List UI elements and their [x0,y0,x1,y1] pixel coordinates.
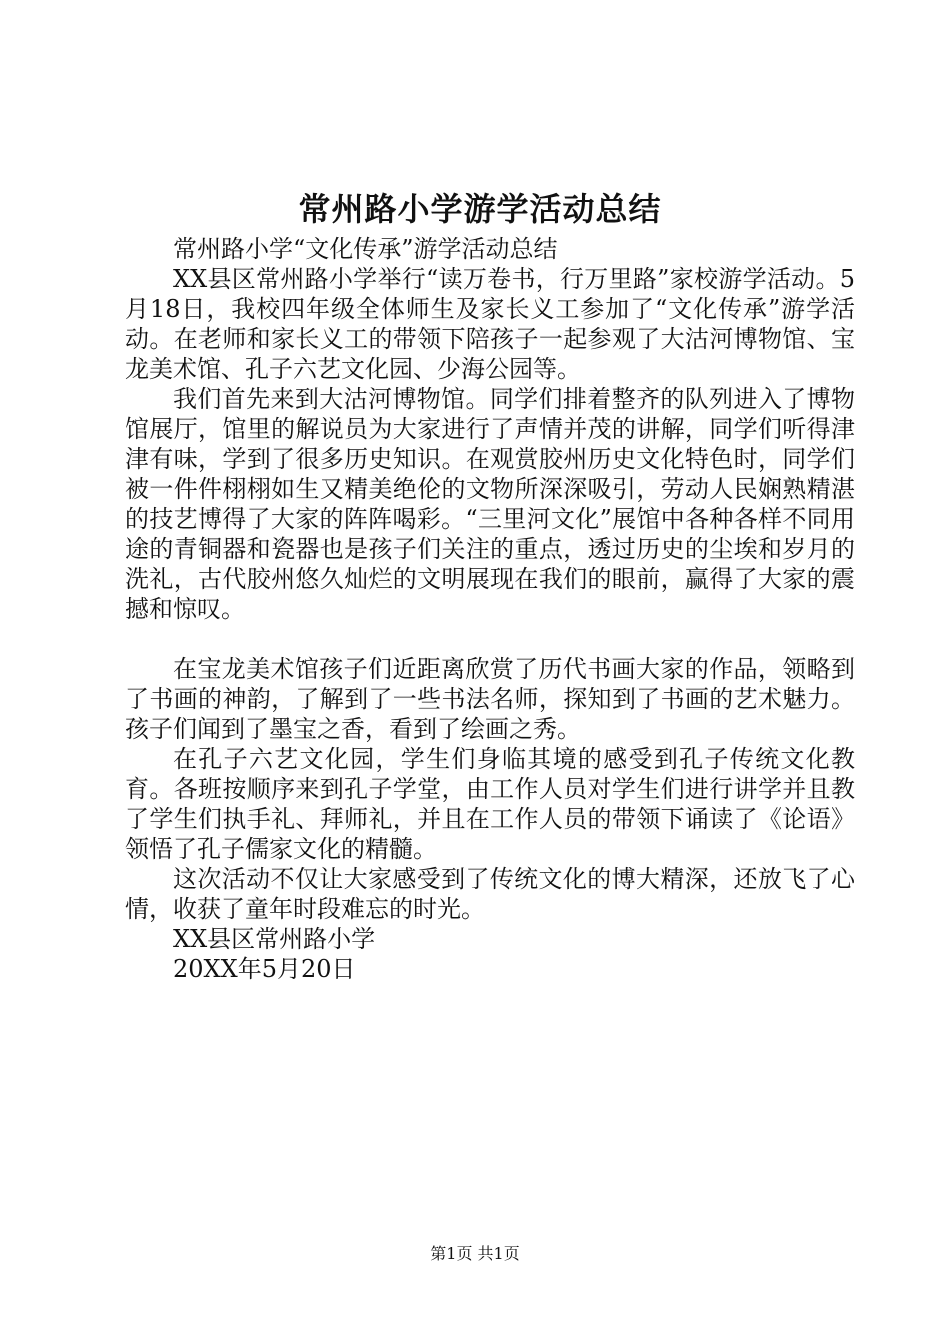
subtitle-paragraph: 常州路小学“文化传承”游学活动总结 [173,235,558,263]
confucius-park-paragraph: 在孔子六艺文化园，学生们身临其境的感受到孔子传统文化教育。各班按顺序来到孔子学堂，由工作人员对学生们进行讲学并且教了学生们执手礼、拜师礼，并且在工作人员的带领下诵读了《论语》领悟了孔子儒家文化的精髓。 [125,745,855,863]
paragraph-gap [125,624,855,654]
art-gallery-paragraph: 在宝龙美术馆孩子们近距离欣赏了历代书画大家的作品，领略到了书画的神韵，了解到了一些书法名师，探知到了书画的艺术魅力。孩子们闻到了墨宝之香，看到了绘画之秀。 [125,655,855,743]
signature-line: XX县区常州路小学 [173,925,376,953]
document-body [125,234,855,984]
museum-paragraph: 我们首先来到大沽河博物馆。同学们排着整齐的队列进入了博物馆展厅，馆里的解说员为大家进行了声情并茂的讲解，同学们听得津津有味，学到了很多历史知识。在观赏胶州历史文化特色时，同学们被一件件栩栩如生又精美绝伦的文物所深深吸引，劳动人民娴熟精湛的技艺博得了大家的阵阵喝彩。“三里河文化”展馆中各种各样不同用途的青铜器和瓷器也是孩子们关注的重点，透过历史的尘埃和岁月的洗礼，古代胶州悠久灿烂的文明展现在我们的眼前，赢得了大家的震撼和惊叹。 [125,385,855,623]
intro-paragraph: XX县区常州路小学举行“读万卷书，行万里路”家校游学活动。5月18日，我校四年级全体师生及家长义工参加了“文化传承”游学活动。在老师和家长义工的带领下陪孩子一起参观了大沽河博物馆、宝龙美术馆、孔子六艺文化园、少海公园等。 [125,265,855,383]
date-line: 20XX年5月20日 [173,955,356,983]
conclusion-paragraph: 这次活动不仅让大家感受到了传统文化的博大精深，还放飞了心情，收获了童年时段难忘的时光。 [125,865,855,923]
document-title: 常州路小学游学活动总结 [298,190,662,228]
page-footer: 第1页 共1页 [430,1244,520,1263]
